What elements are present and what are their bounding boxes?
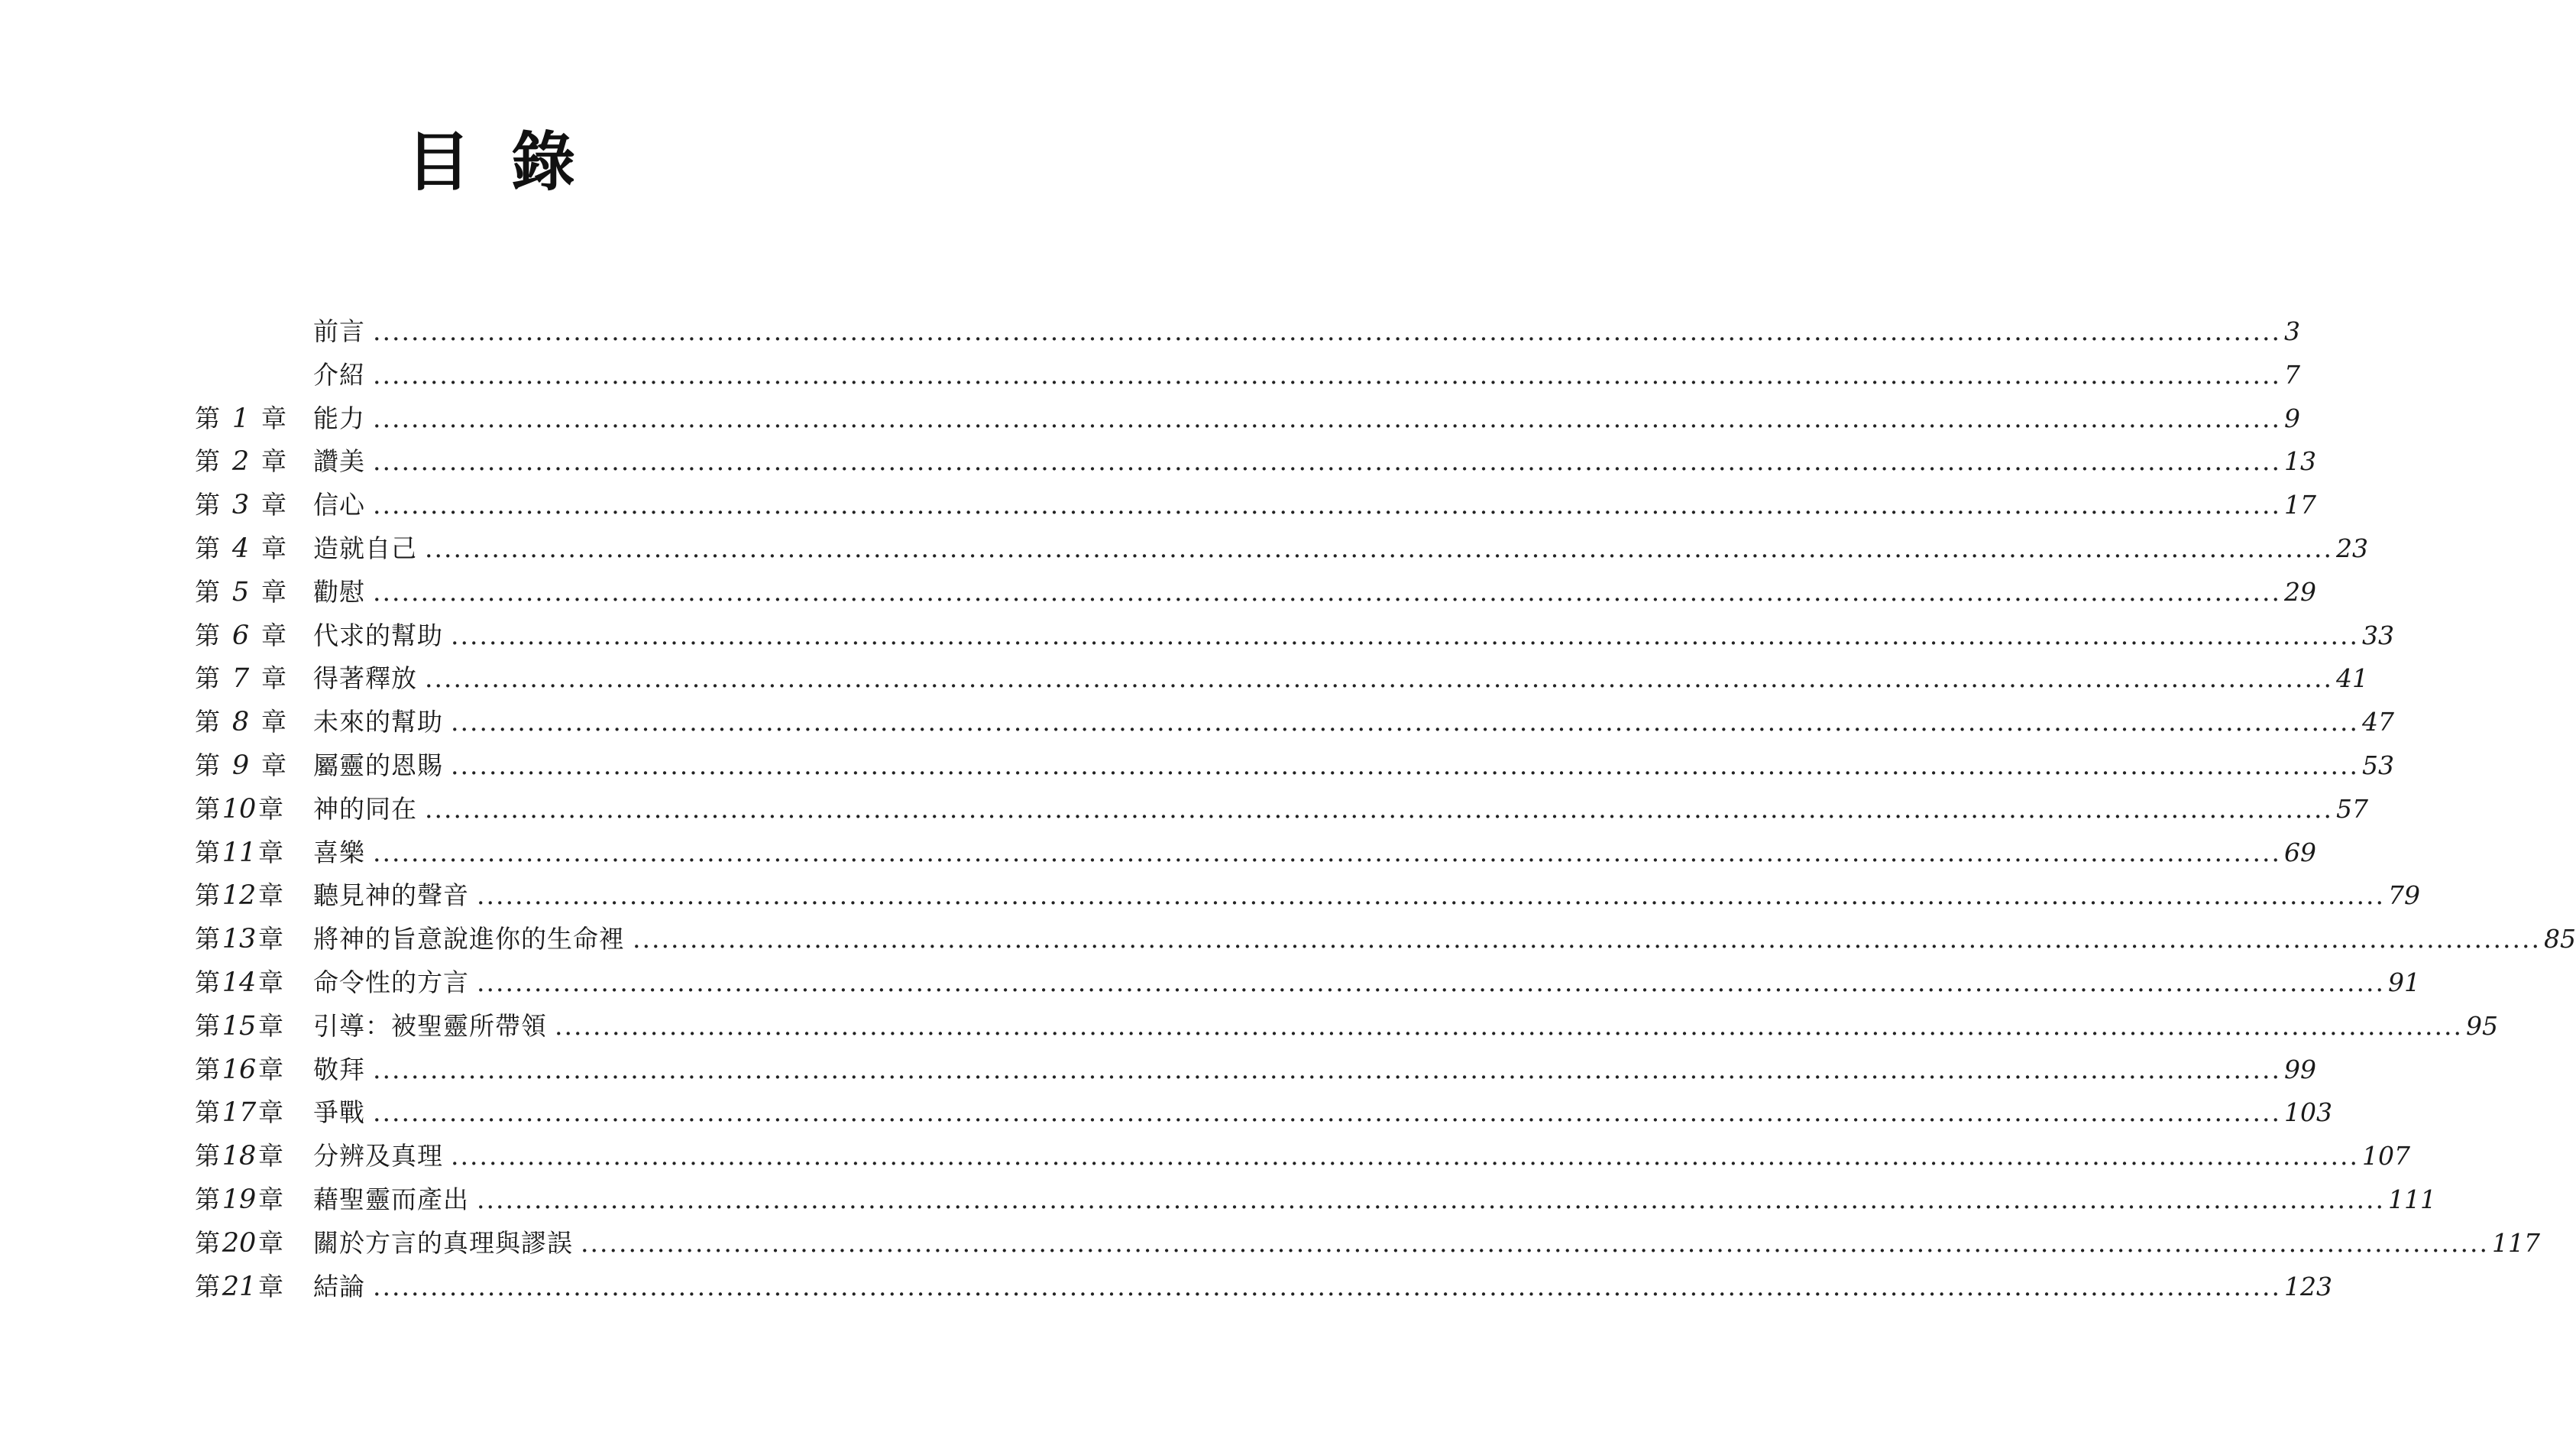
chapter-title: 讚美 (313, 446, 365, 477)
chapter-prefix: 第 (195, 1054, 220, 1084)
chapter-suffix: 章 (258, 837, 283, 867)
chapter-label (195, 397, 313, 441)
toc-entry (313, 310, 2300, 354)
chapter-title: 信心 (313, 490, 365, 520)
toc-entry (313, 701, 2394, 744)
page-title: 目 錄 (406, 124, 585, 199)
toc-entry (313, 744, 2394, 788)
chapter-number: 19 (222, 1184, 257, 1215)
chapter-prefix: 第 (195, 576, 220, 607)
chapter-prefix: 第 (195, 837, 220, 867)
dot-leader: ........................................................................................................................................................................................................ (451, 620, 2359, 650)
chapter-number: 9 (231, 750, 250, 781)
chapter-title: 代求的幫助 (313, 620, 443, 650)
chapter-prefix: 第 (195, 707, 220, 737)
chapter-prefix: 第 (195, 490, 220, 520)
dot-leader: ........................................................................................................................................................................................................ (477, 967, 2385, 997)
chapter-prefix: 第 (195, 620, 220, 650)
chapter-number: 7 (231, 663, 250, 695)
toc-row (195, 961, 2420, 1005)
chapter-suffix: 章 (261, 620, 286, 650)
chapter-suffix: 章 (261, 533, 286, 563)
toc-entry (313, 1135, 2410, 1178)
toc-row (195, 1048, 2316, 1092)
chapter-title: 藉聖靈而產出 (313, 1184, 469, 1214)
chapter-number: 2 (231, 446, 250, 478)
chapter-label (195, 874, 313, 918)
chapter-title: 得著釋放 (313, 663, 417, 694)
page-number: 57 (2335, 793, 2368, 824)
chapter-label (195, 440, 313, 484)
chapter-prefix: 第 (195, 1010, 220, 1041)
dot-leader: ........................................................................................................................................................................................................ (555, 1010, 2463, 1041)
toc-row (195, 1135, 2410, 1178)
chapter-prefix: 第 (195, 1184, 220, 1214)
chapter-label (195, 1048, 313, 1092)
chapter-title: 造就自己 (313, 533, 417, 563)
dot-leader: ........................................................................................................................................................................................................ (373, 1054, 2281, 1084)
chapter-label (195, 1135, 313, 1178)
chapter-title: 爭戰 (313, 1097, 365, 1128)
dot-leader: ........................................................................................................................................................................................................ (373, 316, 2281, 346)
chapter-suffix: 章 (258, 880, 283, 911)
chapter-suffix: 章 (258, 1271, 283, 1301)
page-number: 91 (2387, 967, 2420, 997)
dot-leader: ........................................................................................................................................................................................................ (373, 576, 2281, 607)
page-number: 23 (2335, 533, 2368, 563)
dot-leader: ........................................................................................................................................................................................................ (425, 663, 2333, 694)
chapter-title: 分辨及真理 (313, 1141, 443, 1171)
chapter-label (195, 918, 313, 961)
chapter-prefix: 第 (195, 663, 220, 694)
toc-row (195, 1005, 2498, 1048)
chapter-title: 勸慰 (313, 576, 365, 607)
chapter-label (195, 701, 313, 744)
toc-entry (313, 484, 2316, 527)
toc-entry (313, 831, 2316, 875)
chapter-number: 1 (231, 403, 250, 434)
toc-row (195, 614, 2394, 658)
page-number: 111 (2387, 1184, 2436, 1214)
page-number: 95 (2465, 1010, 2498, 1041)
toc-row (195, 701, 2394, 744)
toc-entry (313, 1222, 2540, 1265)
chapter-label (195, 831, 313, 875)
chapter-suffix: 章 (258, 1054, 283, 1084)
chapter-label (195, 961, 313, 1005)
chapter-suffix: 章 (258, 924, 283, 954)
page-number: 13 (2283, 446, 2316, 477)
chapter-number: 13 (222, 924, 257, 955)
toc-row (195, 484, 2316, 527)
chapter-label (195, 1005, 313, 1048)
chapter-number: 20 (222, 1227, 257, 1259)
chapter-number: 8 (231, 707, 250, 738)
dot-leader: ........................................................................................................................................................................................................ (425, 793, 2333, 824)
chapter-prefix: 第 (195, 403, 220, 433)
toc-row (195, 874, 2420, 918)
chapter-suffix: 章 (261, 490, 286, 520)
toc-entry (313, 614, 2394, 658)
chapter-prefix: 第 (195, 880, 220, 911)
chapter-prefix: 第 (195, 924, 220, 954)
toc-entry (313, 440, 2316, 484)
toc-row (195, 571, 2316, 614)
dot-leader: ........................................................................................................................................................................................................ (373, 403, 2281, 433)
chapter-title: 神的同在 (313, 793, 417, 824)
chapter-suffix: 章 (261, 446, 286, 477)
page-number: 3 (2283, 316, 2300, 346)
chapter-number: 15 (222, 1010, 257, 1042)
chapter-suffix: 章 (261, 576, 286, 607)
dot-leader: ........................................................................................................................................................................................................ (373, 359, 2281, 390)
toc-entry (313, 1048, 2316, 1092)
toc-row (195, 1091, 2332, 1135)
toc-row (195, 657, 2368, 701)
chapter-suffix: 章 (258, 1184, 283, 1214)
page-number: 69 (2283, 837, 2316, 867)
dot-leader: ........................................................................................................................................................................................................ (373, 490, 2281, 520)
chapter-prefix: 第 (195, 1227, 220, 1258)
chapter-title: 喜樂 (313, 837, 365, 867)
chapter-title: 前言 (313, 316, 365, 346)
toc-row (195, 744, 2394, 788)
chapter-prefix: 第 (195, 1097, 220, 1128)
page-number: 29 (2283, 576, 2316, 607)
chapter-title: 未來的幫助 (313, 707, 443, 737)
chapter-label (195, 527, 313, 571)
chapter-label (195, 744, 313, 788)
dot-leader: ........................................................................................................................................................................................................ (451, 707, 2359, 737)
dot-leader: ........................................................................................................................................................................................................ (451, 750, 2359, 780)
page-number: 9 (2283, 403, 2300, 433)
chapter-number: 4 (231, 533, 250, 564)
chapter-prefix: 第 (195, 967, 220, 997)
chapter-title: 命令性的方言 (313, 967, 469, 997)
page-number: 123 (2283, 1271, 2332, 1301)
chapter-title: 敬拜 (313, 1054, 365, 1084)
chapter-prefix: 第 (195, 793, 220, 824)
toc-entry (313, 918, 2576, 961)
chapter-number: 5 (231, 576, 250, 608)
chapter-label (195, 1178, 313, 1222)
dot-leader: ........................................................................................................................................................................................................ (581, 1227, 2489, 1258)
chapter-title: 聽見神的聲音 (313, 880, 469, 911)
chapter-title: 介紹 (313, 359, 365, 390)
chapter-suffix: 章 (261, 403, 286, 433)
toc-entry (313, 874, 2420, 918)
chapter-label (195, 571, 313, 614)
dot-leader: ........................................................................................................................................................................................................ (425, 533, 2333, 563)
chapter-number: 18 (222, 1141, 257, 1172)
toc-row (195, 1265, 2332, 1309)
toc-row (195, 397, 2300, 441)
chapter-title: 能力 (313, 403, 365, 433)
toc-row (195, 1178, 2436, 1222)
chapter-number: 16 (222, 1054, 257, 1085)
chapter-suffix: 章 (258, 1227, 283, 1258)
toc-entry (313, 571, 2316, 614)
page-number: 41 (2335, 663, 2368, 694)
chapter-number: 12 (222, 880, 257, 912)
dot-leader: ........................................................................................................................................................................................................ (477, 1184, 2385, 1214)
chapter-prefix: 第 (195, 1141, 220, 1171)
chapter-suffix: 章 (261, 750, 286, 780)
chapter-suffix: 章 (258, 1097, 283, 1128)
chapter-label (195, 1222, 313, 1265)
toc-row (195, 440, 2316, 484)
chapter-title: 引導：被聖靈所帶領 (313, 1010, 547, 1041)
toc-row (195, 310, 2300, 354)
chapter-title: 將神的旨意說進你的生命裡 (313, 924, 625, 954)
dot-leader: ........................................................................................................................................................................................................ (633, 924, 2541, 954)
dot-leader: ........................................................................................................................................................................................................ (451, 1141, 2359, 1171)
chapter-suffix: 章 (258, 1141, 283, 1171)
chapter-title: 屬靈的恩賜 (313, 750, 443, 780)
chapter-title: 關於方言的真理與謬誤 (313, 1227, 573, 1258)
chapter-label (195, 1091, 313, 1135)
chapter-number: 17 (222, 1097, 257, 1129)
chapter-prefix: 第 (195, 750, 220, 780)
chapter-prefix: 第 (195, 533, 220, 563)
chapter-label (195, 484, 313, 527)
chapter-suffix: 章 (261, 707, 286, 737)
chapter-title: 結論 (313, 1271, 365, 1301)
chapter-suffix: 章 (258, 967, 283, 997)
chapter-number: 11 (222, 837, 257, 868)
page-number: 47 (2361, 707, 2394, 737)
page-number: 7 (2283, 359, 2300, 390)
page-number: 17 (2283, 490, 2316, 520)
dot-leader: ........................................................................................................................................................................................................ (373, 446, 2281, 477)
toc-row (195, 831, 2316, 875)
dot-leader: ........................................................................................................................................................................................................ (373, 837, 2281, 867)
chapter-label (195, 788, 313, 831)
chapter-number: 3 (231, 490, 250, 521)
page-number: 79 (2387, 880, 2420, 911)
toc-entry (313, 657, 2368, 701)
chapter-label (195, 1265, 313, 1309)
chapter-label (195, 657, 313, 701)
dot-leader: ........................................................................................................................................................................................................ (373, 1097, 2281, 1128)
chapter-suffix: 章 (258, 793, 283, 824)
chapter-suffix: 章 (258, 1010, 283, 1041)
page-number: 99 (2283, 1054, 2316, 1084)
toc-entry (313, 527, 2368, 571)
chapter-number: 14 (222, 967, 257, 998)
toc-entry (313, 788, 2368, 831)
toc-row (195, 788, 2368, 831)
toc-entry (313, 1005, 2498, 1048)
toc-entry (313, 397, 2300, 441)
toc-entry (313, 961, 2420, 1005)
page-number: 103 (2283, 1097, 2332, 1128)
chapter-suffix: 章 (261, 663, 286, 694)
toc-row (195, 918, 2576, 961)
page-number: 107 (2361, 1141, 2410, 1171)
dot-leader: ........................................................................................................................................................................................................ (477, 880, 2385, 911)
toc-row (195, 354, 2300, 397)
table-of-contents (195, 310, 2576, 1308)
chapter-number: 10 (222, 793, 257, 825)
page-number: 33 (2361, 620, 2394, 650)
page-number: 85 (2543, 924, 2576, 954)
chapter-prefix: 第 (195, 1271, 220, 1301)
chapter-number: 21 (222, 1271, 257, 1302)
toc-entry (313, 1178, 2436, 1222)
dot-leader: ........................................................................................................................................................................................................ (373, 1271, 2281, 1301)
page-number: 53 (2361, 750, 2394, 780)
chapter-label (195, 614, 313, 658)
chapter-number: 6 (231, 620, 250, 651)
toc-row (195, 1222, 2540, 1265)
toc-entry (313, 1265, 2332, 1309)
chapter-prefix: 第 (195, 446, 220, 477)
toc-row (195, 527, 2368, 571)
toc-entry (313, 354, 2300, 397)
page-number: 117 (2491, 1227, 2540, 1258)
toc-entry (313, 1091, 2332, 1135)
